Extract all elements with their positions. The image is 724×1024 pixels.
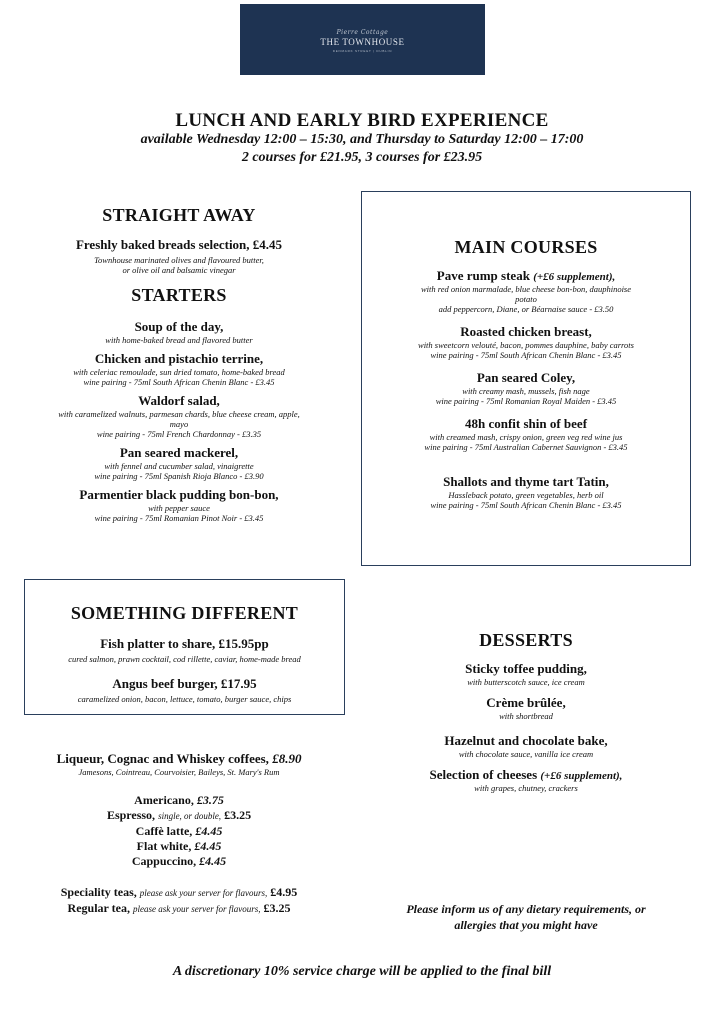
left-column: [10, 205, 348, 523]
availability-text: available Wednesday 12:00 – 15:30, and Thursday to Saturday 12:00 – 17:00: [140, 132, 584, 147]
main-name: Pan seared Coley,: [476, 370, 576, 385]
different-desc: cured salmon, prawn cocktail, cod rillette, caviar, home-made bread: [68, 654, 301, 664]
main-name: Pave rump steak (+£6 supplement),: [436, 268, 616, 283]
dessert-name: Selection of cheeses (+£6 supplement),: [429, 767, 623, 782]
main-desc: with red onion marmalade, blue cheese bon-bon, dauphinoise potato add peppercorn, Diane, or Béarnaise sauce - £3.50: [420, 284, 632, 314]
tea-item: Regular tea, please ask your server for flavours, £3.25: [67, 901, 291, 915]
starter-name: Chicken and pistachio terrine,: [94, 351, 264, 366]
logo-sub: DENMARK STREET | DUBLIN: [332, 49, 393, 53]
main-name: 48h confit shin of beef: [464, 416, 588, 431]
coffee-list: [10, 793, 348, 869]
starter-name: Parmentier black pudding bon-bon,: [79, 487, 279, 502]
tea-list: [10, 885, 348, 917]
tea-item: Speciality teas, please ask your server for flavours, £4.95: [60, 885, 298, 899]
pricing-text: 2 courses for £21.95, 3 courses for £23.95: [241, 150, 483, 165]
liqueur-coffees: Liqueur, Cognac and Whiskey coffees, £8.90: [56, 751, 302, 766]
something-different-title: SOMETHING DIFFERENT: [70, 603, 299, 623]
breads-item: Freshly baked breads selection, £4.45: [75, 237, 283, 252]
coffee-item: Espresso, single, or double, £3.25: [106, 808, 252, 822]
dessert-name: Hazelnut and chocolate bake,: [444, 733, 608, 748]
logo-script: Pierre Cottage: [336, 29, 389, 36]
starter-desc: with celeriac remoulade, sun dried tomato, home-baked bread wine pairing - 75ml South African Chenin Blanc - £3.45: [73, 367, 285, 387]
desserts-section: [362, 630, 690, 793]
something-different-section: [25, 603, 344, 704]
different-name: Fish platter to share, £15.95pp: [100, 636, 269, 651]
different-desc: caramelized onion, bacon, lettuce, tomato, burger sauce, chips: [77, 694, 292, 704]
dietary-note: Please inform us of any dietary requirements, or allergies that you might have: [406, 902, 646, 932]
starter-name: Pan seared mackerel,: [119, 445, 239, 460]
starters-title: STARTERS: [131, 285, 227, 305]
main-courses-title: MAIN COURSES: [454, 237, 598, 257]
liqueur-desc: Jamesons, Cointreau, Courvoisier, Baileys, St. Mary's Rum: [78, 767, 280, 777]
dessert-desc: with butterscotch sauce, ice cream: [467, 677, 585, 687]
dessert-name: Sticky toffee pudding,: [465, 661, 587, 676]
coffee-item: Caffè latte, £4.45: [135, 824, 223, 838]
straight-away-title: STRAIGHT AWAY: [102, 205, 256, 225]
main-desc: Hassleback potato, green vegetables, herb oil wine pairing - 75ml South African Chenin Blanc - £3.45: [430, 490, 622, 510]
service-charge-note: A discretionary 10% service charge will be applied to the final bill: [172, 964, 552, 979]
main-name: Shallots and thyme tart Tatin,: [443, 474, 609, 489]
coffee-item: Flat white, £4.45: [136, 839, 222, 853]
starter-desc: with caramelized walnuts, parmesan chards, blue cheese cream, apple, mayo wine pairing - 75ml French Chardonnay - £3.35: [58, 409, 300, 439]
logo-name: THE TOWNHOUSE: [320, 37, 405, 47]
different-name: Angus beef burger, £17.95: [112, 676, 257, 691]
coffee-item: Americano, £3.75: [134, 793, 224, 807]
main-desc: with creamed mash, crispy onion, green veg red wine jus wine pairing - 75ml Australian Cabernet Sauvignon - £3.45: [424, 432, 628, 452]
starter-desc: with home-baked bread and flavored butter: [105, 335, 253, 345]
main-courses-section: [362, 237, 690, 510]
dessert-desc: with grapes, chutney, crackers: [474, 783, 578, 793]
coffee-item: Cappuccino, £4.45: [131, 854, 227, 868]
main-desc: with creamy mash, mussels, fish nage wine pairing - 75ml Romanian Royal Maiden - £3.45: [435, 386, 617, 406]
main-name: Roasted chicken breast,: [460, 324, 592, 339]
dessert-desc: with shortbread: [499, 711, 553, 721]
dessert-desc: with chocolate sauce, vanilla ice cream: [458, 749, 594, 759]
starter-desc: with fennel and cucumber salad, vinaigrette wine pairing - 75ml Spanish Rioja Blanco - £3.90: [94, 461, 264, 481]
townhouse-logo: [240, 4, 485, 75]
drinks-section: [10, 751, 348, 917]
starter-name: Soup of the day,: [134, 319, 224, 334]
main-desc: with sweetcorn velouté, bacon, pommes dauphine, baby carrots wine pairing - 75ml South African Chenin Blanc - £3.45: [418, 340, 634, 360]
starter-desc: with pepper sauce wine pairing - 75ml Romanian Pinot Noir - £3.45: [94, 503, 264, 523]
desserts-title: DESSERTS: [479, 630, 573, 650]
dessert-name: Crème brûlée,: [486, 695, 566, 710]
starter-name: Waldorf salad,: [138, 393, 220, 408]
breads-desc: Townhouse marinated olives and flavoured butter, or olive oil and balsamic vinegar: [94, 255, 264, 275]
page-title: LUNCH AND EARLY BIRD EXPERIENCE: [175, 110, 549, 131]
